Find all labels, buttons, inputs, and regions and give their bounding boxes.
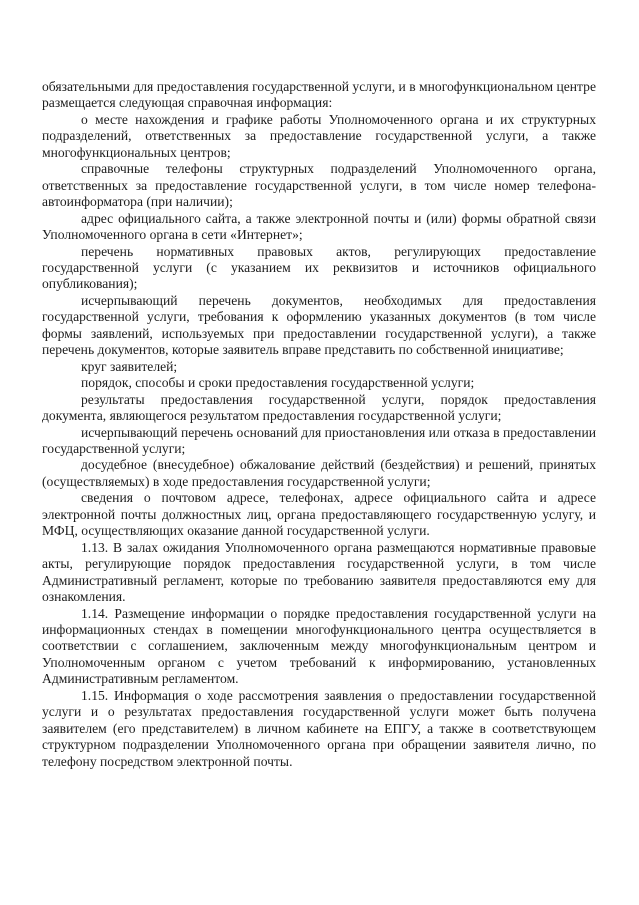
paragraph-section-1-14: 1.14. Размещение информации о порядке предоставления государственной услуги на информационных стендах в помещении многофункционального центра осуществляется в соответствии с соглашением, заключенным между многофункциональным центром и Уполномоченным органом с учетом требований к информированию, установленных Административным регламентом. [42, 605, 596, 687]
paragraph-location-schedule: о месте нахождения и графике работы Уполномоченного органа и их структурных подразделений, ответственных за предоставление государственной услуги, а также многофункциональных центров; [42, 111, 596, 160]
paragraph-normative-acts: перечень нормативных правовых актов, регулирующих предоставление государственной услуги (с указанием их реквизитов и источников официального опубликования); [42, 243, 596, 292]
paragraph-section-1-15: 1.15. Информация о ходе рассмотрения заявления о предоставлении государственной услуги и о результатах предоставления государственной услуги может быть получена заявителем (его представителем) в личном кабинете на ЕПГУ, а также в соответствующем структурном подразделении Уполномоченного органа при обращении заявителя лично, по телефону посредством электронной почты. [42, 687, 596, 769]
paragraph-appeal: досудебное (внесудебное) обжалование действий (бездействия) и решений, принятых (осуществляемых) в ходе предоставления государственной услуги; [42, 457, 596, 489]
paragraph-refusal-grounds: исчерпывающий перечень оснований для приостановления или отказа в предоставлении государственной услуги; [42, 424, 596, 456]
paragraph-applicants: круг заявителей; [81, 358, 178, 374]
paragraph-section-1-13: 1.13. В залах ожидания Уполномоченного органа размещаются нормативные правовые акты, регулирующие порядок предоставления государственной услуги, в том числе Административный регламент, которые по требованию заявителя предоставляются ему для ознакомления. [42, 539, 596, 605]
document-body [42, 79, 596, 770]
paragraph-intro-continuation: обязательными для предоставления государственной услуги, и в многофункциональном центре размещается следующая справочная информация: [42, 79, 596, 111]
paragraph-contact-info: сведения о почтовом адресе, телефонах, адресе официального сайта и адресе электронной почты должностных лиц, органа предоставляющего государственную услугу, и МФЦ, осуществляющих оказание данной государственной услуги. [42, 490, 596, 539]
paragraph-website-email: адрес официального сайта, а также электронной почты и (или) формы обратной связи Уполномоченного органа в сети «Интернет»; [42, 210, 596, 243]
paragraph-procedure-terms: порядок, способы и сроки предоставления государственной услуги; [81, 375, 475, 391]
paragraph-document-list: исчерпывающий перечень документов, необходимых для предоставления государственной услуги, требования к оформлению указанных документов (в том числе формы заявлений, используемых при предоставлении государственной услуги), а также перечень документов, которые заявитель вправе представить по собственной инициативе; [42, 292, 596, 358]
paragraph-service-results: результаты предоставления государственной услуги, порядок предоставления документа, являющегося результатом предоставления государственной услуги; [42, 391, 596, 424]
paragraph-reference-phones: справочные телефоны структурных подразделений Уполномоченного органа, ответственных за предоставление государственной услуги, в том числе номер телефона-автоинформатора (при наличии); [42, 161, 596, 210]
